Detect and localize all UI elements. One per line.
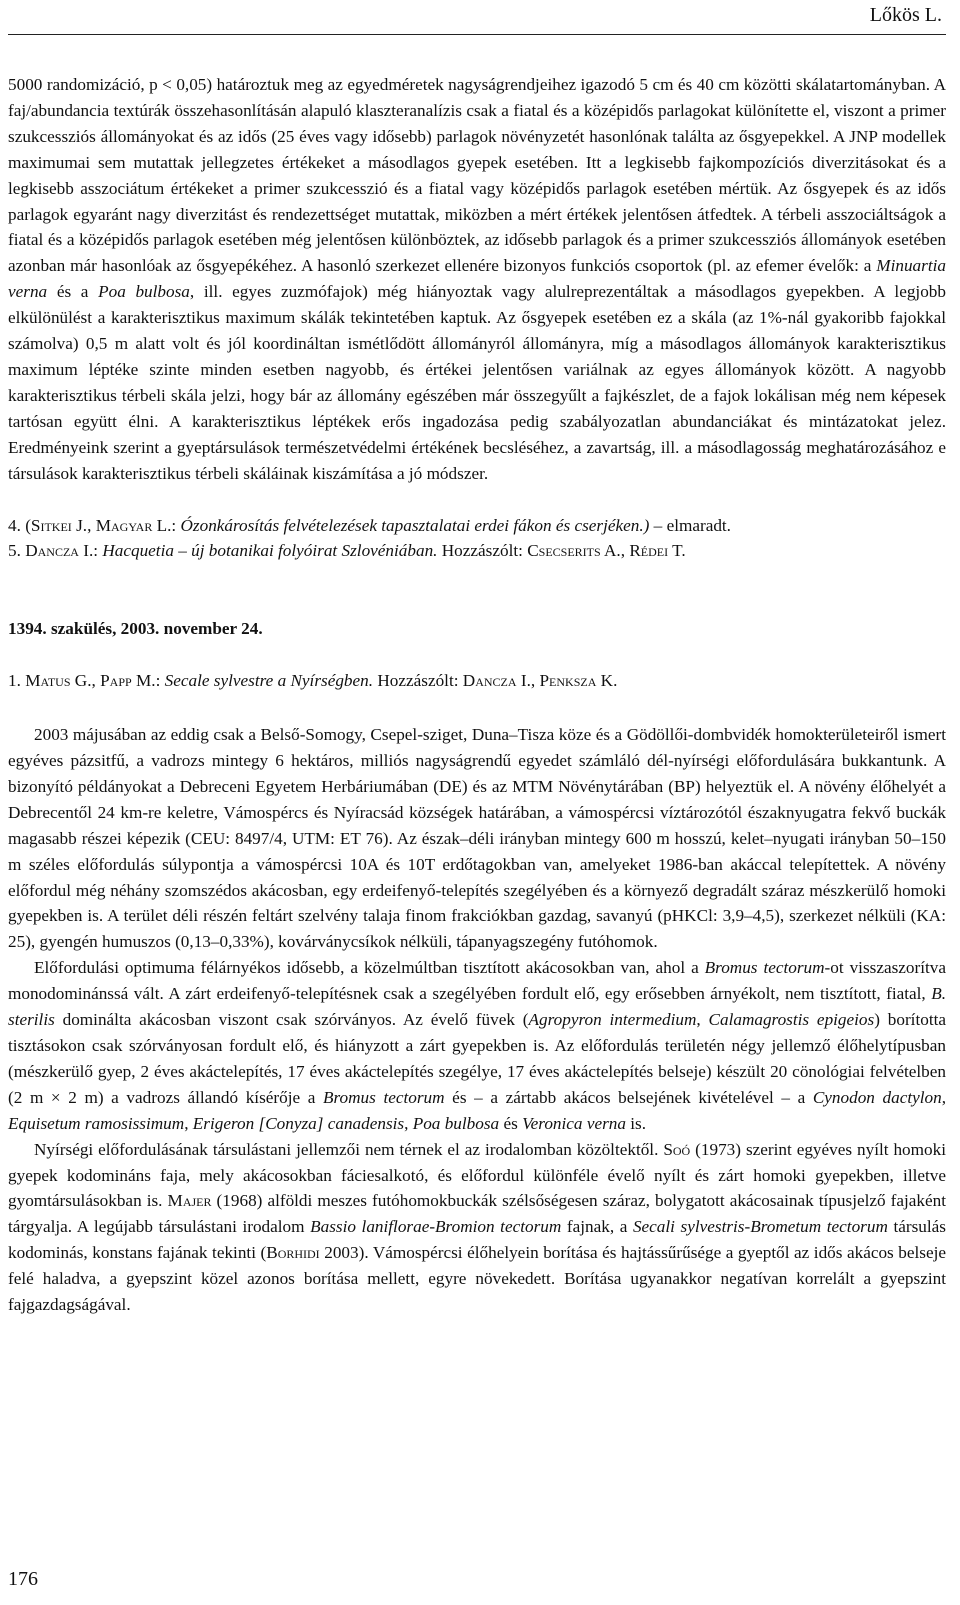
species-minuartia: Minuartia verna <box>8 256 946 302</box>
talk-item-4: 4. (Sitkei J., Magyar L.: Ózonkárosítás felvételezések tapasztalatai erdei fákon és cserjéken.) – elmaradt. <box>8 515 731 535</box>
running-header <box>8 0 946 35</box>
session-title: 1394. szakülés, 2003. november 24. <box>8 619 263 639</box>
talk-title: Hacquetia – új botanikai folyóirat Szlovéniában. <box>102 541 438 561</box>
abstract-paragraph-3: Nyírségi előfordulásának társulástani jellemzői nem térnek el az irodalomban közöltektől. Soó (1973) szerint egyéves nyílt homoki gyepek kodomináns faja, mely akácosokban fáciesalkotó, és előfordul különféle évelő nyílt és zárt homoki gyepekben, illetve gyomtársulásokban is. Majer (1968) alföldi meszes futóhomokbuckák szélsőségesen száraz, bolygatott akácosainak típusjelző fajaként tárgyalja. A legújabb társulástani irodalom Bassio laniflorae-Bromion tectorum fajnak, a Secali sylvestris-Brometum tectorum társulás kodominás, konstans fajának tekinti (Borhidi 2003). Vámospércsi élőhelyein borítása és hajtássűrűsége a gyeptől az idős akácos belseje felé haladva, a gyepszint közel azonos borítása mellett, egyre növekedett. Borítása ugyanakkor negatívan korrelált a gyepszint fajgazdagságával. <box>8 1139 947 1315</box>
running-header-author: Lőkös L. <box>869 4 942 26</box>
session-talk-item-1: 1. Matus G., Papp M.: Secale sylvestre a Nyírségben. Hozzászólt: Dancza I., Penksza K. <box>8 671 618 691</box>
talk-title: Ózonkárosítás felvételezések tapasztalatai erdei fákon és cserjéken.) <box>180 515 650 535</box>
talk-title: Secale sylvestre a Nyírségben. <box>164 671 374 691</box>
page-number: 176 <box>8 1568 38 1590</box>
intro-paragraph: 5000 randomizáció, p < 0,05) határoztuk meg az egyedméretek nagyságrendjeihez igazodó 5 cm és 40 cm közötti skálatartományban. A faj/abundancia textúrák összehasonlításán alapuló klaszteranalízis csak a fiatal és a középidős parlagokat különítette el, viszont a primer szukcessziós állományokat és az idős (25 éves vagy idősebb) parlagok növényzetét hasonlónak találta az ősgyepekkel. A JNP modellek maximumai sem mutattak jellegzetes értékeket a másodlagos gyepek esetében. Itt a legkisebb fajkompozíciós diverzitásokat és a legkisebb asszociátum értékeket a primer szukcesszió és a fiatal vagy középidős parlagok esetében mértük. Az ősgyepek és az idős parlagok egyaránt nagy diverzitást és rendezettséget mutattak, miközben a mért értékek jelentősen átfedtek. A térbeli asszociáltságok a fiatal és a középidős parlagok esetében még jelentősen különböztek, az idősebb parlagok és a primer szukcessziós állományok esetében azonban már hasonlóak az ősgyepékéhez. A hasonló szerkezet ellenére bizonyos funkciós csoportok (pl. az efemer évelők: a Minuartia verna és a Poa bulbosa, ill. egyes zuzmófajok) még hiányoztak vagy alulreprezentáltak a másodlagos gyepekben. A legjobb elkülönülést a karakterisztikus maximum skálák tekintetében kaptuk. Az ősgyepek esetében ez a skála (az 1%-nál gyakoribb fajokkal számolva) 0,5 m alatt volt és jól koordináltan ismétlődött állományról állományra, míg a másodlagos állományok karakterisztikus maximum léptéke szinte minden esetben nagyobb, és értékei jelentősen variálnak az egyes állományok között. A nagyobb karakterisztikus térbeli skála jelzi, hogy bár az állomány egészében már összegyűlt a fajkészlet, de a fajok lokálisan még nem képesek tartósan együtt élni. A karakterisztikus léptékek erős ingadozása pedig szabályozatlan abundanciákat és mintázatokat jelez. Eredményeink szerint a gyeptársulások természetvédelmi értékének becsléséhez, a zavartság, ill. a másodlagosság meghatározásához e társulások karakterisztikus térbeli skáláinak kiszámítása a jó módszer. <box>8 75 946 483</box>
talk-item-5: 5. Dancza I.: Hacquetia – új botanikai folyóirat Szlovéniában. Hozzászólt: Csecserits A., Rédei T. <box>8 541 686 561</box>
abstract-paragraph-2: Előfordulási optimuma félárnyékos idősebb, a közelmúltban tisztított akácosokban van, ahol a Bromus tectorum-ot visszaszorítva monodominánssá vált. A zárt erdeifenyő-telepítésnek csak a szegélyében fordult elő, egy erősebben árnyékolt, nem tisztított, fiatal, B. sterilis dominálta akácosban viszont csak szórványos. Az évelő füvek (Agropyron intermedium, Calamagrostis epigeios) borította tisztásokon csak szórványosan fordult elő, és hiányzott a zárt gyepekben is. Az előfordulás területén négy jellemző élőhelytípusban (mészkerülő gyep, 2 éves akáctelepítés, 17 éves akáctelepítés szegélye, 17 éves akáctelepítés belseje) készült 20 cönológiai felvételben (2 m × 2 m) a vadrozs állandó kísérője a Bromus tectorum és – a zártabb akácos belsejének kivételével – a Cynodon dactylon, Equisetum ramosissimum, Erigeron [Conyza] canadensis, Poa bulbosa és Veronica verna is. <box>8 958 946 1133</box>
species-poa: Poa bulbosa <box>98 282 190 302</box>
page-body <box>8 72 946 1318</box>
abstract-paragraph-1: 2003 májusában az eddig csak a Belső-Somogy, Csepel-sziget, Duna–Tisza köze és a Gödöllői-dombvidék homokterületeiről ismert egyéves pázsitfű, a vadrozs mintegy 6 hektáros, milliós nagyságrendű egyedet számláló dél-nyírségi előfordulására bukkantunk. A bizonyító példányokat a Debreceni Egyetem Herbáriumában (DE) és az MTM Növénytárában (BP) helyeztük el. A növény élőhelyét a Debrecentől 24 km-re keletre, Vámospércs és Nyíracsád községek határában, a vámospércsi víztározótól északnyugatra fekvő buckák magasabb részei képezik (CEU: 8497/4, UTM: ET 76). Az észak–déli irányban mintegy 600 m hosszú, kelet–nyugati irányban 50–150 m széles előfordulás súlypontja a vámospércsi 10A és 10T erdőtagokban van, amelyeket 1986-ban akáccal telepítettek. A növény előfordul még néhány szomszédos akácosban, egy erdeifenyő-telepítés szegélyében és a környező degradált száraz mészkerülő homoki gyepekben is. A terület déli részén feltárt szelvény talaja finom frakciókban gazdag, savanyú (pHKCl: 3,9–4,5), szerkezet nélküli (KA: 25), gyengén humuszos (0,13–0,33%), kovárványcsíkok nélküli, tápanyagszegény futóhomok. <box>8 725 946 952</box>
